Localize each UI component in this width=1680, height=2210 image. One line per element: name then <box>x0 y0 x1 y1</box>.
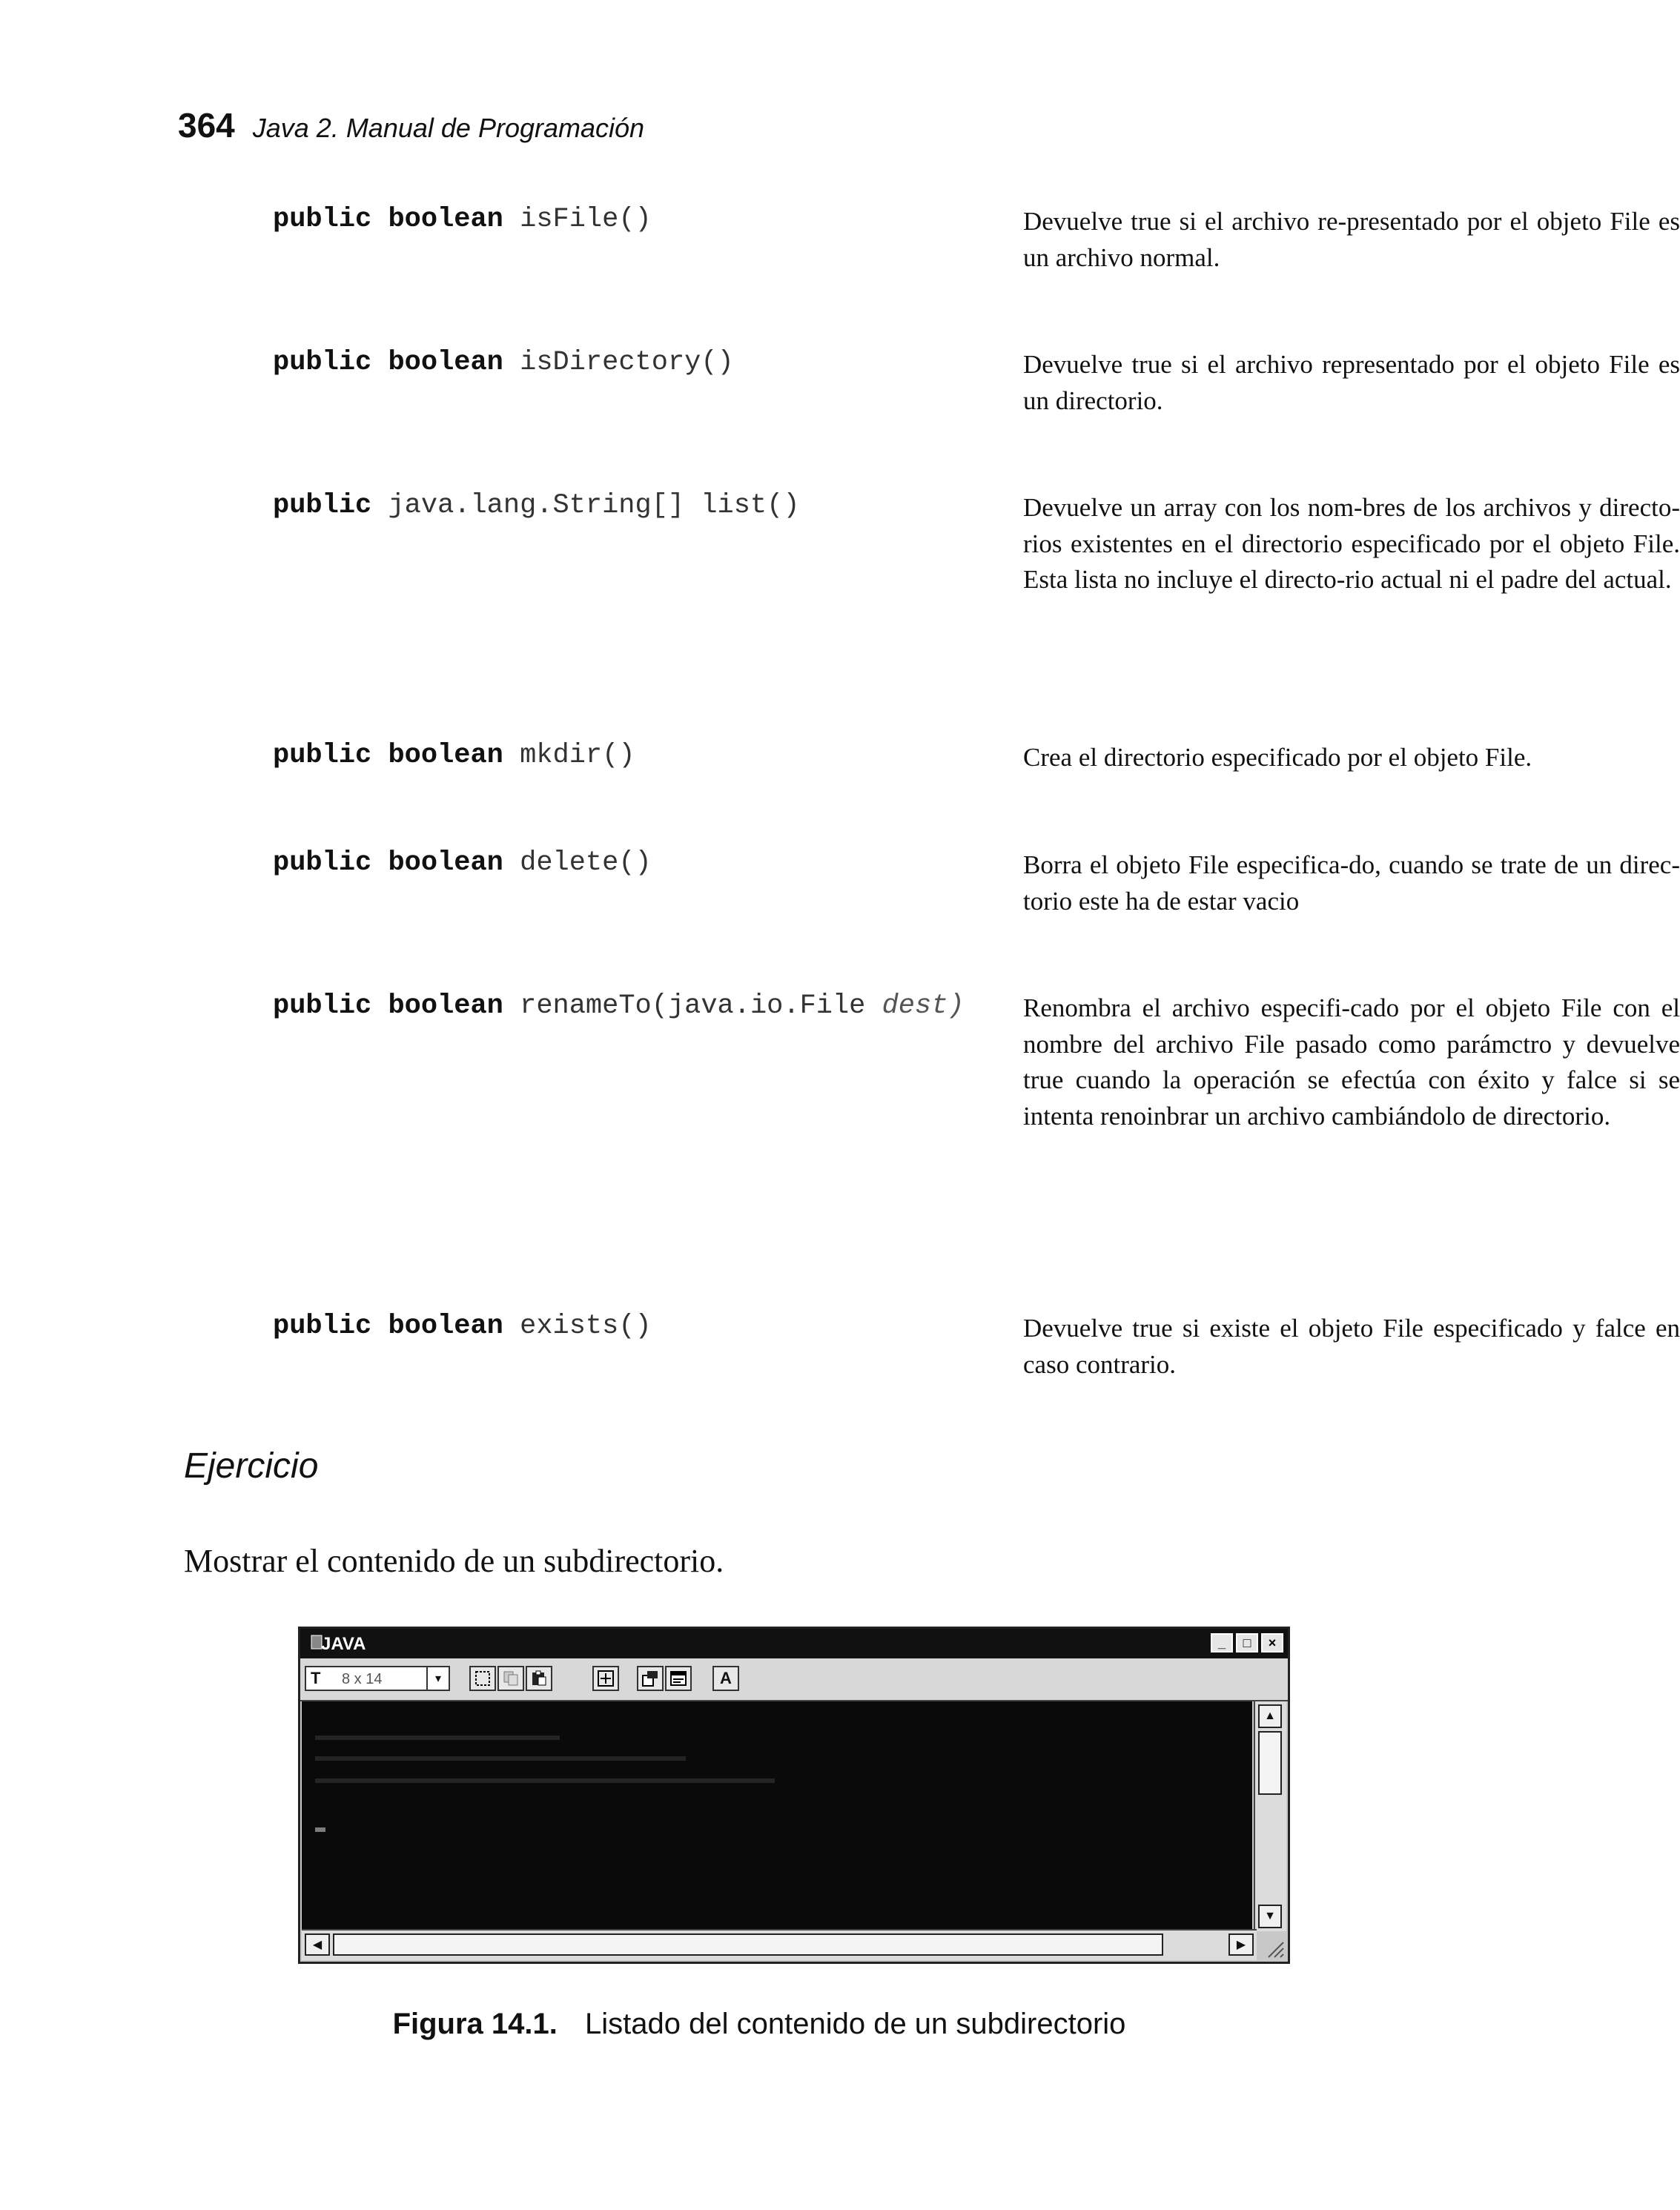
font-type-icon: T <box>311 1669 321 1687</box>
vertical-scrollbar[interactable] <box>1254 1701 1286 1931</box>
console-cursor <box>315 1827 325 1832</box>
vertical-scroll-thumb[interactable] <box>1258 1731 1282 1795</box>
method-signature: public boolean delete() <box>273 847 652 879</box>
horizontal-scrollbar[interactable] <box>302 1929 1257 1960</box>
method-signature: public boolean renameTo(java.io.File dest) <box>273 990 965 1022</box>
scroll-up-icon[interactable]: ▲ <box>1258 1704 1282 1728</box>
properties-icon[interactable] <box>637 1666 664 1691</box>
figure-caption <box>0 2008 1518 2041</box>
close-button[interactable]: × <box>1261 1633 1283 1652</box>
maximize-button[interactable]: □ <box>1236 1633 1258 1652</box>
chevron-down-icon[interactable]: ▾ <box>426 1667 449 1690</box>
window-title: JAVA <box>321 1634 366 1654</box>
method-description: Devuelve un array con los nom-bres de los archivos y directo-rios existentes en el directorio especificado por el objeto File. Esta lista no incluye el directo-rio actual ni el padre del actual. <box>1023 493 1680 594</box>
method-signature: public java.lang.String[] list() <box>273 490 800 521</box>
resize-grip-icon[interactable] <box>1263 1936 1285 1959</box>
fullscreen-icon[interactable] <box>592 1666 619 1691</box>
copy-icon[interactable] <box>497 1666 524 1691</box>
console-line <box>315 1736 560 1740</box>
method-description: Devuelve true si el archivo representado por el objeto File es un directorio. <box>1023 350 1680 415</box>
method-description: Renombra el archivo especifi-cado por el objeto File con el nombre del archivo File pasado como parámctro y devuelve true cuando la operación se efectúa con éxito y falce si se intenta renoinbrar un archivo cambiándolo de directorio. <box>1023 993 1680 1131</box>
figure-caption-text: Listado del contenido de un subdirectorio <box>585 2008 1126 2040</box>
font-size-select[interactable] <box>305 1666 450 1691</box>
font-size-value: 8 x 14 <box>342 1671 383 1687</box>
method-description: Devuelve true si el archivo re-presentado por el objeto File es un archivo normal. <box>1023 207 1680 272</box>
method-description: Devuelve true si existe el objeto File especificado y falce en caso contrario. <box>1023 1314 1680 1379</box>
console-output[interactable] <box>302 1701 1252 1931</box>
method-signature: public boolean exists() <box>273 1311 652 1342</box>
window-titlebar[interactable] <box>300 1629 1288 1658</box>
page-number: 364 <box>178 106 235 145</box>
method-signature: public boolean mkdir() <box>273 740 635 771</box>
console-line <box>315 1756 686 1761</box>
scroll-left-icon[interactable]: ◀ <box>305 1933 330 1956</box>
exercise-text: Mostrar el contenido de un subdirectorio. <box>184 1543 724 1579</box>
mark-icon[interactable] <box>469 1666 496 1691</box>
method-signature: public boolean isFile() <box>273 204 652 235</box>
method-description: Borra el objeto File especifica-do, cuando se trate de un direc-torio este ha de estar vacio <box>1023 850 1680 916</box>
scroll-down-icon[interactable]: ▼ <box>1258 1905 1282 1928</box>
dos-window <box>298 1627 1290 1964</box>
font-icon[interactable]: A <box>712 1666 739 1691</box>
paste-icon[interactable] <box>526 1666 552 1691</box>
figure-label: Figura 14.1. <box>392 2008 558 2040</box>
console-line <box>315 1779 775 1783</box>
page-header <box>178 105 644 145</box>
section-heading: Ejercicio <box>184 1446 319 1486</box>
method-signature: public boolean isDirectory() <box>273 347 734 378</box>
book-title: Java 2. Manual de Programación <box>252 113 645 143</box>
horizontal-scroll-thumb[interactable] <box>333 1933 1163 1956</box>
minimize-button[interactable]: _ <box>1211 1633 1233 1652</box>
background-icon[interactable] <box>665 1666 692 1691</box>
scroll-right-icon[interactable]: ▶ <box>1228 1933 1254 1956</box>
toolbar <box>300 1658 1288 1701</box>
method-description: Crea el directorio especificado por el objeto File. <box>1023 743 1532 772</box>
